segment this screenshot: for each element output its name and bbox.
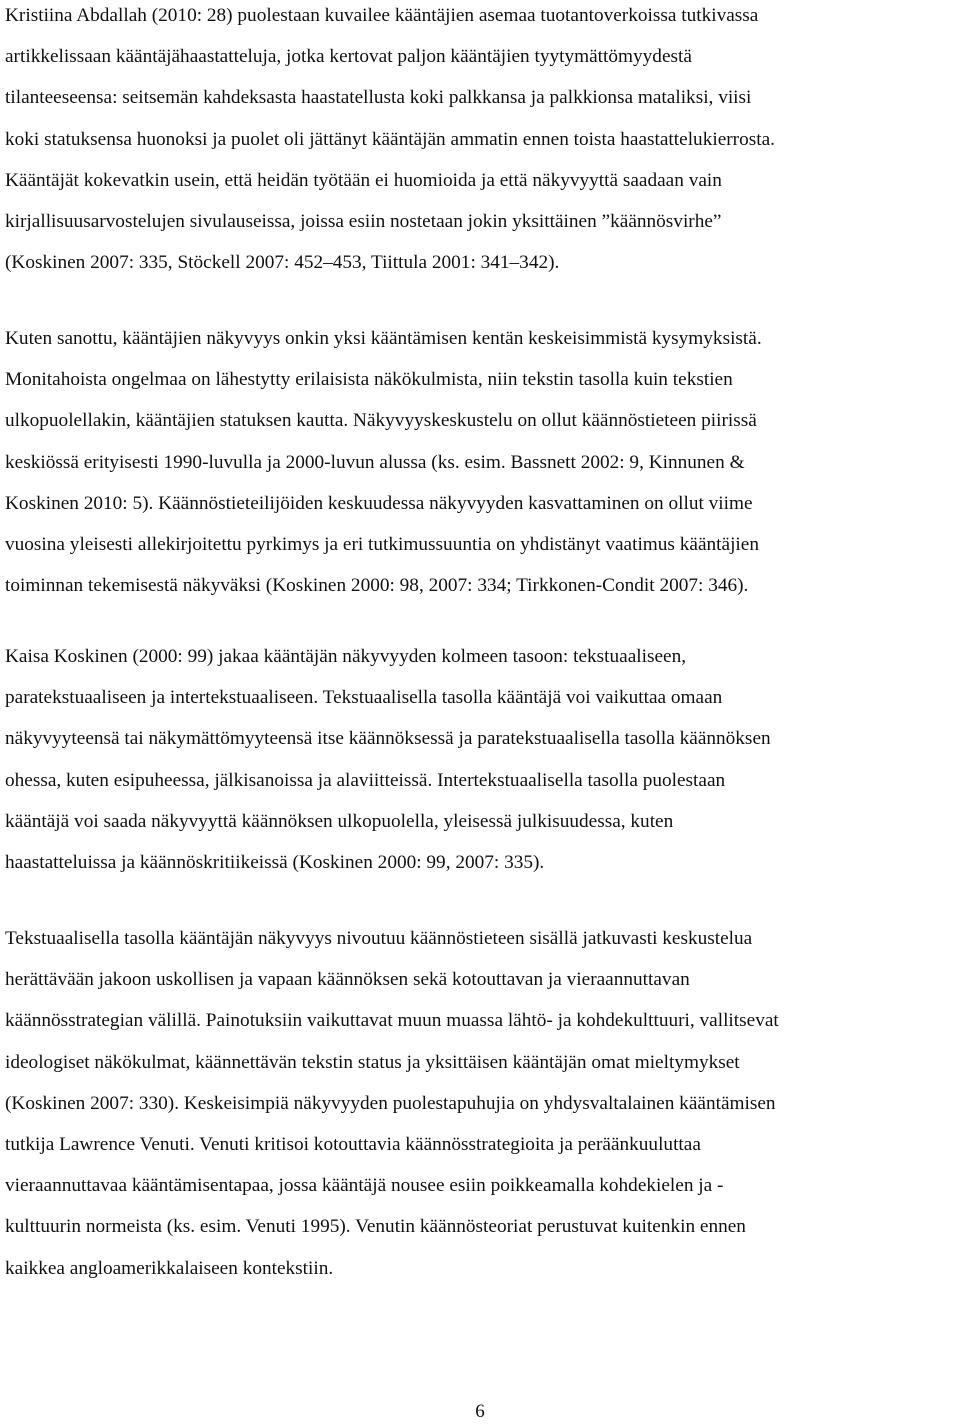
- paragraph-3: [5, 636, 771, 883]
- text-line: Kääntäjät kokevatkin usein, että heidän työtään ei huomioida ja että näkyvyyttä saadaan vain: [5, 169, 722, 191]
- text-line: tilanteeseensa: seitsemän kahdeksasta haastatellusta koki palkkansa ja palkkionsa mataliksi, viisi: [5, 87, 752, 109]
- text-line: (Koskinen 2007: 335, Stöckell 2007: 452–453, Tiittula 2001: 341–342).: [5, 252, 560, 274]
- text-line: Monitahoista ongelmaa on lähestytty erilaisista näkökulmista, niin tekstin tasolla kuin tekstien: [5, 369, 733, 391]
- text-line: Kaisa Koskinen (2000: 99) jakaa kääntäjän näkyvyyden kolmeen tasoon: tekstuaaliseen,: [5, 646, 687, 667]
- text-line: Tekstuaalisella tasolla kääntäjän näkyvyys nivoutuu käännöstieteen sisällä jatkuvasti keskustelua: [5, 928, 753, 949]
- paragraph-2: [5, 318, 762, 606]
- text-line: vieraannuttavaa kääntämisentapaa, jossa kääntäjä nousee esiin poikkeamalla kohdekielen ja -: [5, 1175, 724, 1197]
- text-line: kulttuurin normeista (ks. esim. Venuti 1995). Venutin käännösteoriat perustuvat kuitenkin ennen: [5, 1216, 746, 1238]
- text-line: Kristiina Abdallah (2010: 28) puolestaan kuvailee kääntäjien asemaa tuotantoverkoissa tutkivassa: [5, 5, 759, 26]
- text-line: käännösstrategian välillä. Painotuksiin vaikuttavat muun muassa lähtö- ja kohdekulttuuri, vallitsevat: [5, 1010, 779, 1032]
- text-line: näkyvyyteensä tai näkymättömyyteensä itse käännöksessä ja paratekstuaalisella tasolla käännöksen: [5, 728, 771, 750]
- text-line: haastatteluissa ja käännöskritiikeissä (Koskinen 2000: 99, 2007: 335).: [5, 851, 545, 873]
- text-line: ohessa, kuten esipuheessa, jälkisanoissa ja alaviitteissä. Intertekstuaalisella tasolla puolestaan: [5, 769, 726, 791]
- text-line: tutkija Lawrence Venuti. Venuti kritisoi kotouttavia käännösstrategioita ja peräänkuuluttaa: [5, 1133, 701, 1155]
- text-line: koki statuksensa huonoksi ja puolet oli jättänyt kääntäjän ammatin ennen toista haastattelukierrosta.: [5, 128, 775, 150]
- text-line: vuosina yleisesti allekirjoitettu pyrkimys ja eri tutkimussuuntia on yhdistänyt vaatimus kääntäjien: [5, 533, 759, 555]
- text-line: Kuten sanottu, kääntäjien näkyvyys onkin yksi kääntämisen kentän keskeisimmistä kysymyksistä.: [5, 328, 762, 349]
- text-line: ulkopuolellakin, kääntäjien statuksen kautta. Näkyvyyskeskustelu on ollut käännöstieteen piirissä: [5, 410, 757, 432]
- text-line: herättävään jakoon uskollisen ja vapaan käännöksen sekä kotouttavan ja vieraannuttavan: [5, 969, 690, 991]
- text-line: Koskinen 2010: 5). Käännöstieteilijöiden keskuudessa näkyvyyden kasvattaminen on ollut viime: [5, 492, 753, 514]
- text-line: toiminnan tekemisestä näkyväksi (Koskinen 2000: 98, 2007: 334; Tirkkonen-Condit 2007: 346).: [5, 575, 749, 597]
- text-line: paratekstuaaliseen ja intertekstuaaliseen. Tekstuaalisella tasolla kääntäjä voi vaikuttaa omaan: [5, 687, 723, 709]
- text-line: (Koskinen 2007: 330). Keskeisimpiä näkyvyyden puolestapuhujia on yhdysvaltalainen kääntämisen: [5, 1092, 776, 1114]
- page-number: 6: [475, 1401, 485, 1422]
- text-line: kirjallisuusarvostelujen sivulauseissa, joissa esiin nostetaan jokin yksittäinen ”käännösvirhe”: [5, 210, 722, 232]
- text-line: artikkelissaan kääntäjähaastatteluja, jotka kertovat paljon kääntäjien tyytymättömyydestä: [5, 46, 692, 68]
- paragraph-1: [5, 0, 775, 283]
- text-line: kääntäjä voi saada näkyvyyttä käännöksen ulkopuolella, yleisessä julkisuudessa, kuten: [5, 810, 674, 832]
- text-line: kaikkea angloamerikkalaiseen kontekstiin.: [5, 1257, 334, 1279]
- text-line: keskiössä erityisesti 1990-luvulla ja 2000-luvun alussa (ks. esim. Bassnett 2002: 9, Kinnunen &: [5, 451, 745, 473]
- paragraph-4: [5, 918, 779, 1289]
- text-line: ideologiset näkökulmat, käännettävän tekstin status ja yksittäisen kääntäjän omat mieltymykset: [5, 1051, 740, 1073]
